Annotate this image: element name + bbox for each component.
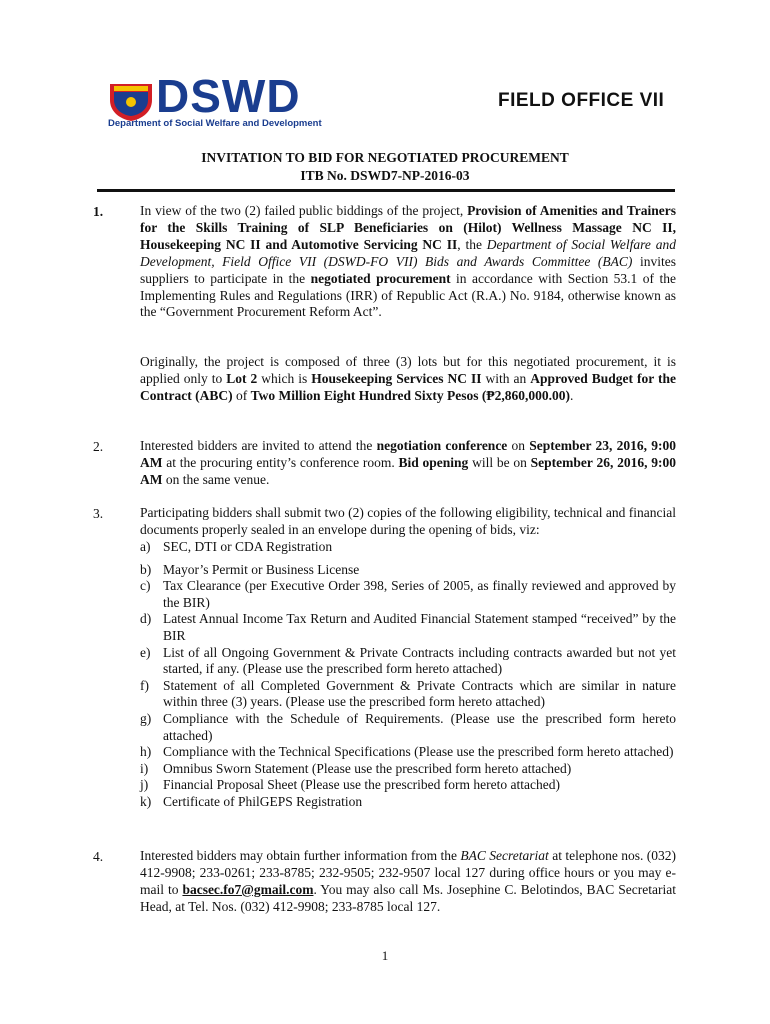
list-item: i) Omnibus Sworn Statement (Please use the prescribed form hereto attached) <box>140 760 572 776</box>
list-item: d) Latest Annual Income Tax Return and Audited Financial Statement stamped “received” by the BIR <box>140 611 676 643</box>
email-link[interactable]: bacsec.fo7@gmail.com <box>182 881 314 897</box>
field-office-heading: FIELD OFFICE VII <box>498 90 665 111</box>
itb-number: ITB No. DSWD7-NP-2016-03 <box>300 168 470 183</box>
list-item: f) Statement of all Completed Government & Private Contracts which are similar in nature within three (3) years. (Please use the prescribed form hereto attached) <box>140 677 676 710</box>
list-item: j) Financial Proposal Sheet (Please use the prescribed form hereto attached) <box>140 777 560 793</box>
paragraph-3-intro: Participating bidders shall submit two (2) copies of the following eligibility, technical and financial documents properly sealed in an envelope during the opening of bids, viz: <box>140 505 676 537</box>
paragraph-1b: Originally, the project is composed of three (3) lots but for this negotiated procurement, it is applied only to Lot 2 which is Housekeeping Services NC II with an Approved Budget for the Contract (ABC) of Two Million Eight Hundred Sixty Pesos (₱2,860,000.00). <box>140 354 676 403</box>
list-item: b) Mayor’s Permit or Business License <box>140 561 360 577</box>
title-divider <box>97 189 675 192</box>
document-title: INVITATION TO BID FOR NEGOTIATED PROCUREMENT <box>201 150 569 165</box>
page-number: 1 <box>381 948 389 963</box>
logo-subtitle: Department of Social Welfare and Development <box>108 118 322 129</box>
paragraph-1: In view of the two (2) failed public biddings of the project, Provision of Amenities and Trainers for the Skills Training of SLP Beneficiaries on (Hilot) Wellness Massage NC II, Housekeeping NC II and Automotive Servicing NC II, the Department of Social Welfare and Development, Field Office VII (DSWD-FO VII) Bids and Awards Committee (BAC) invites suppliers to participate in the negotiated procurement in accordance with Section 53.1 of the Implementing Rules and Regulations (IRR) of Republic Act (R.A.) No. 9184, otherwise known as the “Government Procurement Reform Act”. <box>140 203 676 320</box>
list-item: k) Certificate of PhilGEPS Registration <box>140 793 363 809</box>
list-item: e) List of all Ongoing Government & Private Contracts including contracts awarded but not yet started, if any. (Please use the prescribed form hereto attached) <box>140 644 676 677</box>
item-number-2: 2. <box>93 439 104 454</box>
logo-wordmark: DSWD <box>156 70 301 122</box>
list-item: h) Compliance with the Technical Specifications (Please use the prescribed form hereto attached) <box>140 744 674 760</box>
item-number-3: 3. <box>93 506 104 521</box>
list-item: g) Compliance with the Schedule of Requirements. (Please use the prescribed form hereto attached) <box>140 710 676 743</box>
paragraph-4: Interested bidders may obtain further information from the BAC Secretariat at telephone nos. (032) 412-9908; 233-0261; 233-8785; 232-9505; 232-9507 local 127 during office hours or you may e-mail to bacsec.fo7@gmail.com. You may also call Ms. Josephine C. Belotindos, BAC Secretariat Head, at Tel. Nos. (032) 412-9908; 233-8785 local 127. <box>140 848 677 914</box>
item-number-1: 1. <box>93 204 104 219</box>
dswd-emblem-icon <box>108 82 154 122</box>
paragraph-2: Interested bidders are invited to attend the negotiation conference on September 23, 2016, 9:00 AM at the procuring entity’s conference room. Bid opening will be on September 26, 2016, 9:00 AM on the same venue. <box>140 438 676 487</box>
list-item: a) SEC, DTI or CDA Registration <box>140 539 333 554</box>
list-item: c) Tax Clearance (per Executive Order 398, Series of 2005, as finally reviewed and approved by the BIR) <box>140 578 676 610</box>
requirements-list <box>140 539 676 811</box>
dswd-logo <box>108 70 338 130</box>
item-number-4: 4. <box>93 849 104 864</box>
